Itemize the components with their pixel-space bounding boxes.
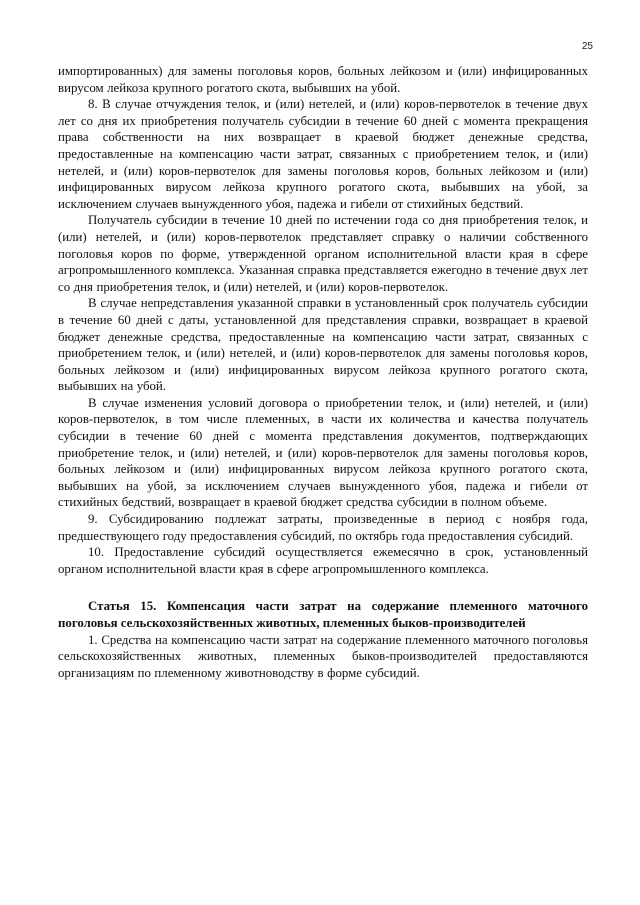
paragraph-item-9: 9. Субсидированию подлежат затраты, произведенные в период с ноября года, предшествующего году предоставления субсидий, по октябрь года предоставления субсидий. bbox=[58, 512, 588, 543]
paragraph-nonsubmission: В случае непредставления указанной справки в установленный срок получатель субсидии в течение 60 дней с даты, установленной для представления справки, возвращает в краевой бюджет денежные средства, предоставленные на компенсацию части затрат, связанных с приобретением телок, и (или) нетелей, и (или) коров-первотелок для замены поголовья коров, больных лейкозом и (или) инфицированных вирусом лейкоза крупного рогатого скота, выбывших на убой. bbox=[58, 296, 588, 394]
article-paragraph-1: 1. Средства на компенсацию части затрат на содержание племенного маточного поголовья сельскохозяйственных животных, племенных быков-производителей предоставляются организациям по племенному животноводству в форме субсидий. bbox=[58, 632, 588, 680]
paragraph-contract-change: В случае изменения условий договора о приобретении телок, и (или) нетелей, и (или) коров-первотелок, в том числе племенных, в части их количества и качества получатель субсидии в течение 60 дней с момента представления документов, подтверждающих приобретение телок, и (или) нетелей, и (или) коров-первотелок для замены поголовья коров, больных лейкозом и (или) инфицированных вирусом лейкоза крупного рогатого скота, выбывших на убой, за исключением случаев вынужденного убоя, падежа и гибели от стихийных бедствий, возвращает в краевой бюджет средства субсидии в полном объеме. bbox=[58, 395, 588, 510]
document-body bbox=[58, 63, 588, 681]
paragraph-item-10: 10. Предоставление субсидий осуществляется ежемесячно в срок, установленный органом исполнительной власти края в сфере агропромышленного комплекса. bbox=[58, 545, 588, 576]
paragraph-item-8: 8. В случае отчуждения телок, и (или) нетелей, и (или) коров-первотелок в течение двух лет со дня их приобретения получатель субсидии в течение 60 дней с момента прекращения права собственности на них возвращает в краевой бюджет денежные средства, предоставленные на компенсацию части затрат, связанных с приобретением телок, и (или) нетелей, и (или) коров-первотелок для замены поголовья коров, больных лейкозом и (или) инфицированных вирусом лейкоза крупного рогатого скота, выбывших на убой, за исключением случаев вынужденного убоя, падежа и гибели от стихийных бедствий. bbox=[58, 97, 588, 211]
article-heading: Статья 15. Компенсация части затрат на содержание племенного маточного поголовья сельскохозяйственных животных, племенных быков-производителей bbox=[58, 599, 588, 630]
page-number: 25 bbox=[581, 41, 593, 52]
paragraph-certificate: Получатель субсидии в течение 10 дней по истечении года со дня приобретения телок, и (или) нетелей, и (или) коров-первотелок представляет справку о наличии собственного поголовья коров по форме, утвержденной органом исполнительной власти края в сфере агропромышленного комплекса. Указанная справка представляется ежегодно в течение двух лет со дня приобретения телок, и (или) нетелей, и (или) коров-первотелок. bbox=[58, 213, 588, 294]
paragraph-continuation: импортированных) для замены поголовья коров, больных лейкозом и (или) инфицированных вирусом лейкоза крупного рогатого скота, выбывших на убой. bbox=[58, 64, 588, 95]
